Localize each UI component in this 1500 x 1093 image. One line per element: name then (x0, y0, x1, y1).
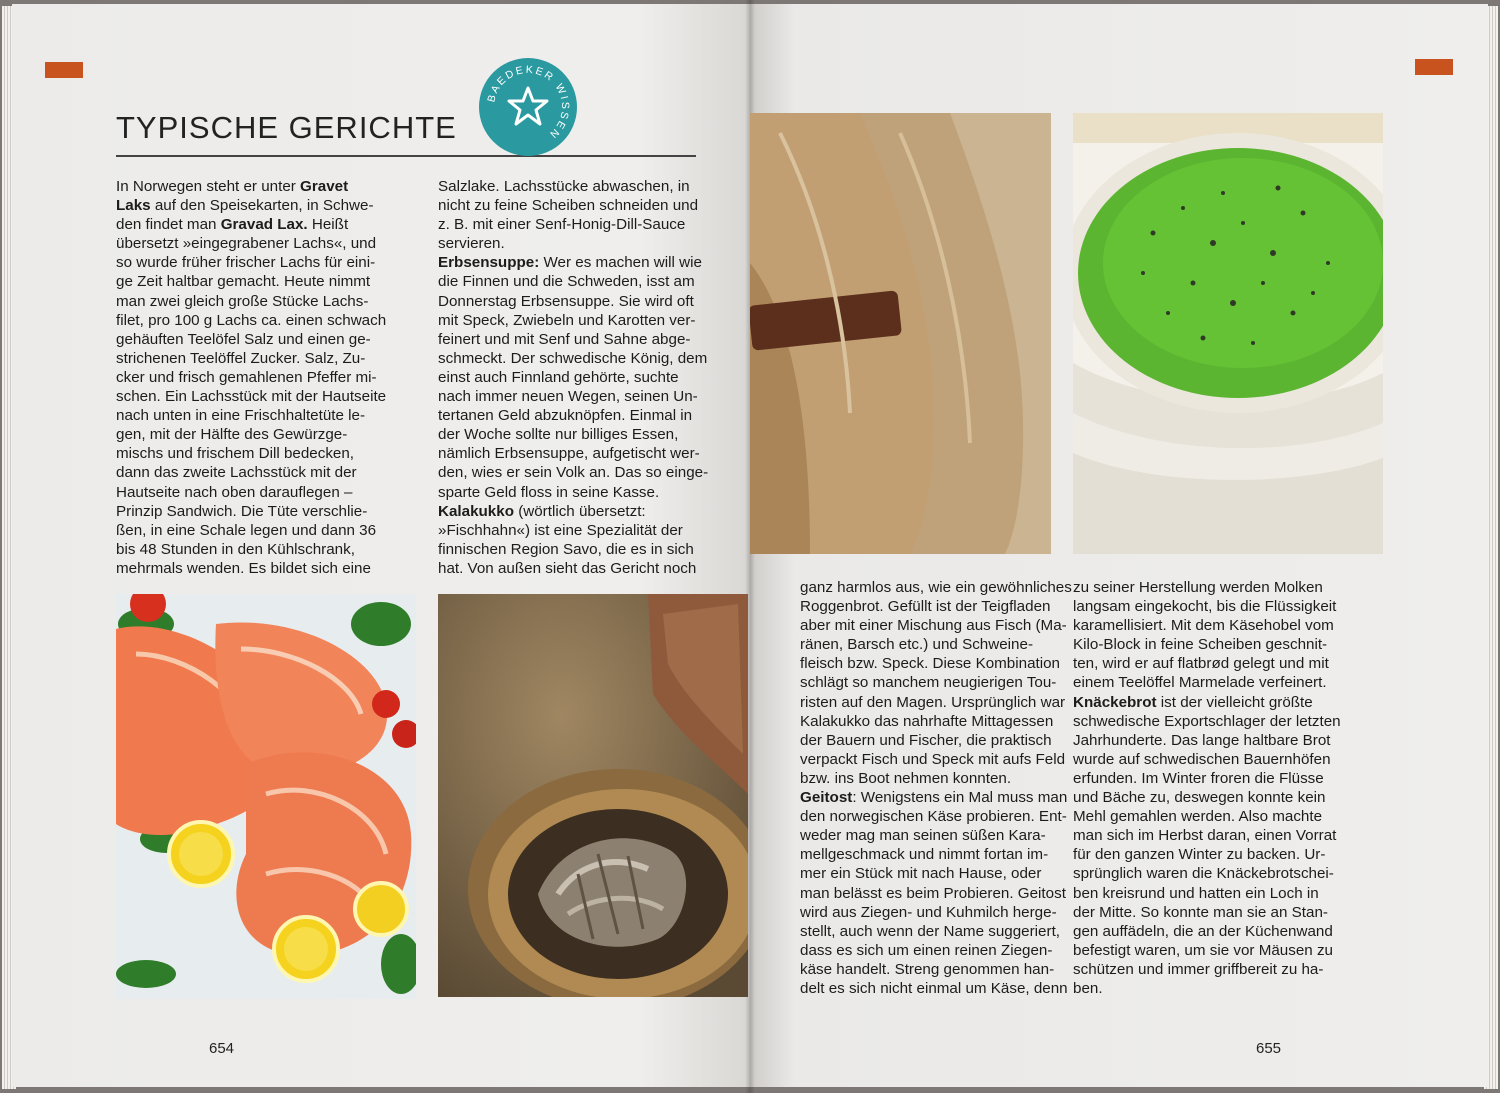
text-line (1073, 673, 1383, 692)
text-line (438, 177, 738, 196)
text-run: gen auffädeln, die an der Küchenwand (1073, 922, 1333, 940)
text-run: wurde auf schwedischen Bauernhöfen (1073, 750, 1331, 768)
text-line (1073, 731, 1383, 750)
text-line (800, 597, 1060, 616)
text-run: Wer es machen will wie (539, 254, 702, 272)
text-run: man sich im Herbst daran, einen Vorrat (1073, 827, 1337, 845)
page-heading: TYPISCHE GERICHTE (116, 110, 457, 145)
text-line (1073, 750, 1383, 769)
text-line (116, 521, 416, 540)
text-line (1073, 654, 1383, 673)
text-run: gehäuften Teelöfel Salz und einen ge- (116, 330, 371, 348)
text-line (116, 215, 416, 234)
text-run: befestigt waren, um sie vor Mäusen zu (1073, 941, 1333, 959)
text-run: hat. Von außen sieht das Gericht noch (438, 559, 697, 577)
text-run: Mehl gemahlen werden. Also machte (1073, 808, 1323, 826)
text-run: Donnerstag Erbsensuppe. Sie wird oft (438, 292, 694, 310)
section-tab-left (45, 62, 83, 78)
text-line (1073, 960, 1383, 979)
badge-text: BAEDEKER WISSEN (485, 63, 572, 142)
text-line (1073, 845, 1383, 864)
text-run: käse handelt. Streng genommen han- (800, 960, 1055, 978)
text-line (1073, 788, 1383, 807)
text-line (116, 540, 416, 559)
text-line (438, 234, 738, 253)
text-run: der Woche sollte nur billiges Essen, (438, 426, 679, 444)
text-run: bzw. ins Boot nehmen konnten. (800, 769, 1012, 787)
text-run: Jahrhunderte. Das lange haltbare Brot (1073, 731, 1331, 749)
text-line (800, 731, 1060, 750)
text-run: Heißt (307, 216, 349, 234)
text-line (1073, 864, 1383, 883)
bold-term: Geitost (800, 789, 853, 807)
text-column-1 (116, 177, 416, 578)
text-line (800, 712, 1060, 731)
text-line (800, 788, 1068, 807)
text-line (800, 845, 1060, 864)
text-run: (wörtlich übersetzt: (513, 502, 646, 520)
text-line (438, 349, 738, 368)
text-run: ßen, in eine Schale legen und dann 36 (116, 521, 377, 539)
text-line (438, 215, 738, 234)
text-run: ben kreisrund und hatten ein Loch in (1073, 884, 1319, 902)
text-line (1073, 712, 1383, 731)
text-run: auf den Speisekarten, in Schwe- (150, 197, 374, 215)
salmon-photo (116, 594, 416, 999)
text-line (438, 368, 738, 387)
text-line (438, 330, 738, 349)
text-line (438, 483, 738, 502)
text-run: so wurde früher frischer Lachs für eini- (116, 254, 376, 272)
text-run: risten auf den Magen. Ursprünglich war (800, 693, 1066, 711)
text-run: die Finnen und die Schweden, isst am (438, 273, 695, 291)
text-line (116, 502, 416, 521)
text-line (438, 387, 738, 406)
text-run: den, wies er sein Volk an. Das so einge- (438, 464, 709, 482)
text-run: erfunden. Im Winter froren die Flüsse (1073, 769, 1324, 787)
text-line (1073, 693, 1383, 712)
kalakukko-photo (438, 594, 748, 997)
text-line (116, 368, 416, 387)
text-line (116, 444, 416, 463)
text-run: der Mitte. So konnte man sie an Stan- (1073, 903, 1328, 921)
text-run: schen. Ein Lachsstück mit der Hautseite (116, 388, 387, 406)
text-line (1073, 979, 1383, 998)
text-run: weder mag man seinen süßen Kara- (800, 827, 1046, 845)
text-run: übersetzt »eingegrabener Lachs«, und (116, 235, 377, 253)
text-line (438, 311, 738, 330)
bold-term: Laks (116, 197, 151, 215)
text-run: fleisch bzw. Speck. Diese Kombination (800, 655, 1061, 673)
text-line (116, 463, 416, 482)
text-line (800, 922, 1060, 941)
text-line (800, 693, 1066, 712)
text-run: In Norwegen steht er unter (116, 178, 301, 195)
text-run: ben. (1073, 979, 1103, 997)
text-line (438, 463, 738, 482)
text-column-4 (1073, 578, 1383, 998)
pea-soup-photo (1073, 113, 1383, 554)
text-run: sparte Geld floss in seine Kasse. (438, 483, 660, 501)
text-line (800, 654, 1060, 673)
bold-term: Kalakukko (438, 502, 514, 520)
bold-term: Gravet (300, 178, 349, 195)
text-run: servieren. (438, 235, 505, 253)
text-line (116, 253, 416, 272)
text-line (1073, 597, 1383, 616)
text-run: mit Speck, Zwiebeln und Karotten ver- (438, 311, 696, 329)
text-run: z. B. mit einer Senf-Honig-Dill-Sauce (438, 216, 686, 234)
bold-term: Erbsensuppe: (438, 254, 540, 272)
text-line (800, 903, 1060, 922)
text-line (116, 196, 416, 215)
text-line (116, 387, 416, 406)
page-number-right: 655 (1256, 1040, 1282, 1057)
text-run: bis 48 Stunden in den Kühlschrank, (116, 540, 355, 558)
text-line (438, 540, 738, 559)
text-line (1073, 903, 1383, 922)
text-line (438, 292, 738, 311)
text-run: den findet man (116, 216, 221, 234)
text-line (800, 826, 1060, 845)
text-run: feinert und mit Senf und Sahne abge- (438, 330, 691, 348)
text-run: mischs und frischem Dill bedecken, (116, 445, 355, 463)
text-run: »Fischhahn«) ist eine Spezialität der (438, 521, 683, 539)
text-line (116, 311, 416, 330)
text-run: tertanen Geld abzuknöpfen. Einmal in (438, 407, 693, 425)
text-run: für den ganzen Winter zu backen. Ur- (1073, 846, 1326, 864)
text-line (438, 502, 738, 521)
text-run: nach unten in eine Frischhaltetüte le- (116, 407, 366, 425)
text-line (1073, 922, 1383, 941)
text-run: ge Zeit haltbar gemacht. Heute nimmt (116, 273, 371, 291)
text-run: strichenen Teelöffel Zucker. Salz, Zu- (116, 349, 366, 367)
text-run: filet, pro 100 g Lachs ca. einen schwach (116, 311, 387, 329)
text-line (116, 330, 416, 349)
text-line (800, 979, 1068, 998)
text-line (800, 864, 1060, 883)
text-line (800, 750, 1066, 769)
text-line (800, 807, 1067, 826)
text-line (116, 234, 416, 253)
text-column-3 (800, 578, 1072, 998)
text-run: Hautseite nach oben darauflegen – (116, 483, 353, 501)
text-run: den norwegischen Käse probieren. Ent- (800, 808, 1067, 826)
text-run: Salzlake. Lachsstücke abwaschen, in (438, 178, 690, 195)
text-line (116, 425, 416, 444)
text-run: : Wenigstens ein Mal muss man (852, 789, 1068, 807)
text-run: Kalakukko das nahrhafte Mittagessen (800, 712, 1054, 730)
text-run: ist der vielleicht größte (1156, 693, 1313, 711)
text-run: verpackt Fisch und Speck mit aufs Feld (800, 750, 1066, 768)
text-run: nämlich Erbsensuppe, aufgetischt wer- (438, 445, 700, 463)
heading-rule (116, 155, 696, 157)
text-run: schmeckt. Der schwedische König, dem (438, 349, 708, 367)
text-line (800, 941, 1060, 960)
text-line (800, 578, 1072, 597)
text-run: stellt, auch wenn der Name suggeriert, (800, 922, 1061, 940)
text-run: ganz harmlos aus, wie ein gewöhnliches (800, 579, 1072, 596)
text-line (116, 483, 416, 502)
text-run: man belässt es beim Probieren. Geitost (800, 884, 1066, 902)
text-line (1073, 884, 1383, 903)
text-run: aber mit einer Mischung aus Fisch (Ma- (800, 617, 1067, 635)
text-run: schlägt so manchem neugierigen Tou- (800, 674, 1057, 692)
text-run: mer ein Stück mit nach Hause, oder (800, 865, 1042, 883)
text-run: schwedische Exportschlager der letzten (1073, 712, 1341, 730)
text-line (116, 272, 416, 291)
text-column-2 (438, 177, 738, 578)
text-line (800, 673, 1060, 692)
text-run: delt es sich nicht einmal um Käse, denn (800, 979, 1068, 997)
crispbread-photo (750, 113, 1051, 554)
text-line (1073, 941, 1383, 960)
bold-term: Knäckebrot (1073, 693, 1157, 711)
text-line (1073, 616, 1383, 635)
text-line (116, 349, 416, 368)
text-line (438, 406, 738, 425)
text-run: cker und frisch gemahlenen Pfeffer mi- (116, 368, 377, 386)
bold-term: Gravad Lax. (220, 216, 308, 234)
text-run: Prinzip Sandwich. Die Tüte verschlie- (116, 502, 368, 520)
text-run: Kilo-Block in feine Scheiben geschnit- (1073, 636, 1328, 654)
baedeker-wissen-badge (478, 57, 578, 157)
text-line (800, 960, 1060, 979)
text-run: Roggenbrot. Gefüllt ist der Teigfladen (800, 598, 1051, 616)
text-line (438, 253, 738, 272)
text-run: dann das zweite Lachsstück mit der (116, 464, 357, 482)
text-line (116, 406, 416, 425)
text-line (438, 521, 738, 540)
text-line (800, 616, 1067, 635)
text-run: gen, mit der Hälfte des Gewürzge- (116, 426, 348, 444)
text-line (1073, 635, 1383, 654)
text-run: wird aus Ziegen- und Kuhmilch herge- (800, 903, 1057, 921)
text-run: ten, wird er auf flatbrød gelegt und mit (1073, 655, 1329, 673)
text-line (438, 559, 738, 578)
text-line (116, 292, 416, 311)
text-line (116, 177, 416, 196)
text-line (438, 196, 738, 215)
text-line (800, 884, 1066, 903)
text-line (438, 272, 738, 291)
text-run: schützen und immer griffbereit zu ha- (1073, 960, 1324, 978)
text-run: zu seiner Herstellung werden Molken (1073, 579, 1323, 596)
text-line (438, 444, 738, 463)
text-run: der Bauern und Fischer, die praktisch (800, 731, 1052, 749)
text-run: man zwei gleich große Stücke Lachs- (116, 292, 369, 310)
section-tab-right (1415, 59, 1453, 75)
text-run: einst auch Finnland gehörte, suchte (438, 368, 679, 386)
text-run: nicht zu feine Scheiben schneiden und (438, 197, 699, 215)
text-run: dass es sich um einen reinen Ziegen- (800, 941, 1053, 959)
text-run: und Bäche zu, deswegen konnte kein (1073, 789, 1326, 807)
text-line (1073, 826, 1383, 845)
text-run: ränen, Barsch etc.) und Schweine- (800, 636, 1033, 654)
text-run: mellgeschmack und nimmt fortan im- (800, 846, 1049, 864)
text-run: mehrmals wenden. Es bildet sich eine (116, 559, 371, 577)
text-line (438, 425, 738, 444)
text-run: sprünglich waren die Knäckebrotschei- (1073, 865, 1334, 883)
text-run: nach immer neuen Wegen, seinen Un- (438, 388, 698, 406)
text-line (116, 559, 416, 578)
text-run: langsam eingekocht, bis die Flüssigkeit (1073, 598, 1337, 616)
text-line (800, 635, 1060, 654)
text-run: finnischen Region Savo, die es in sich (438, 540, 694, 558)
text-line (1073, 769, 1383, 788)
text-line (1073, 578, 1383, 597)
text-line (1073, 807, 1383, 826)
page-number-left: 654 (209, 1040, 235, 1057)
text-run: einem Teelöffel Marmelade verfeinert. (1073, 674, 1327, 692)
text-run: karamellisiert. Mit dem Käsehobel vom (1073, 617, 1334, 635)
text-line (800, 769, 1060, 788)
